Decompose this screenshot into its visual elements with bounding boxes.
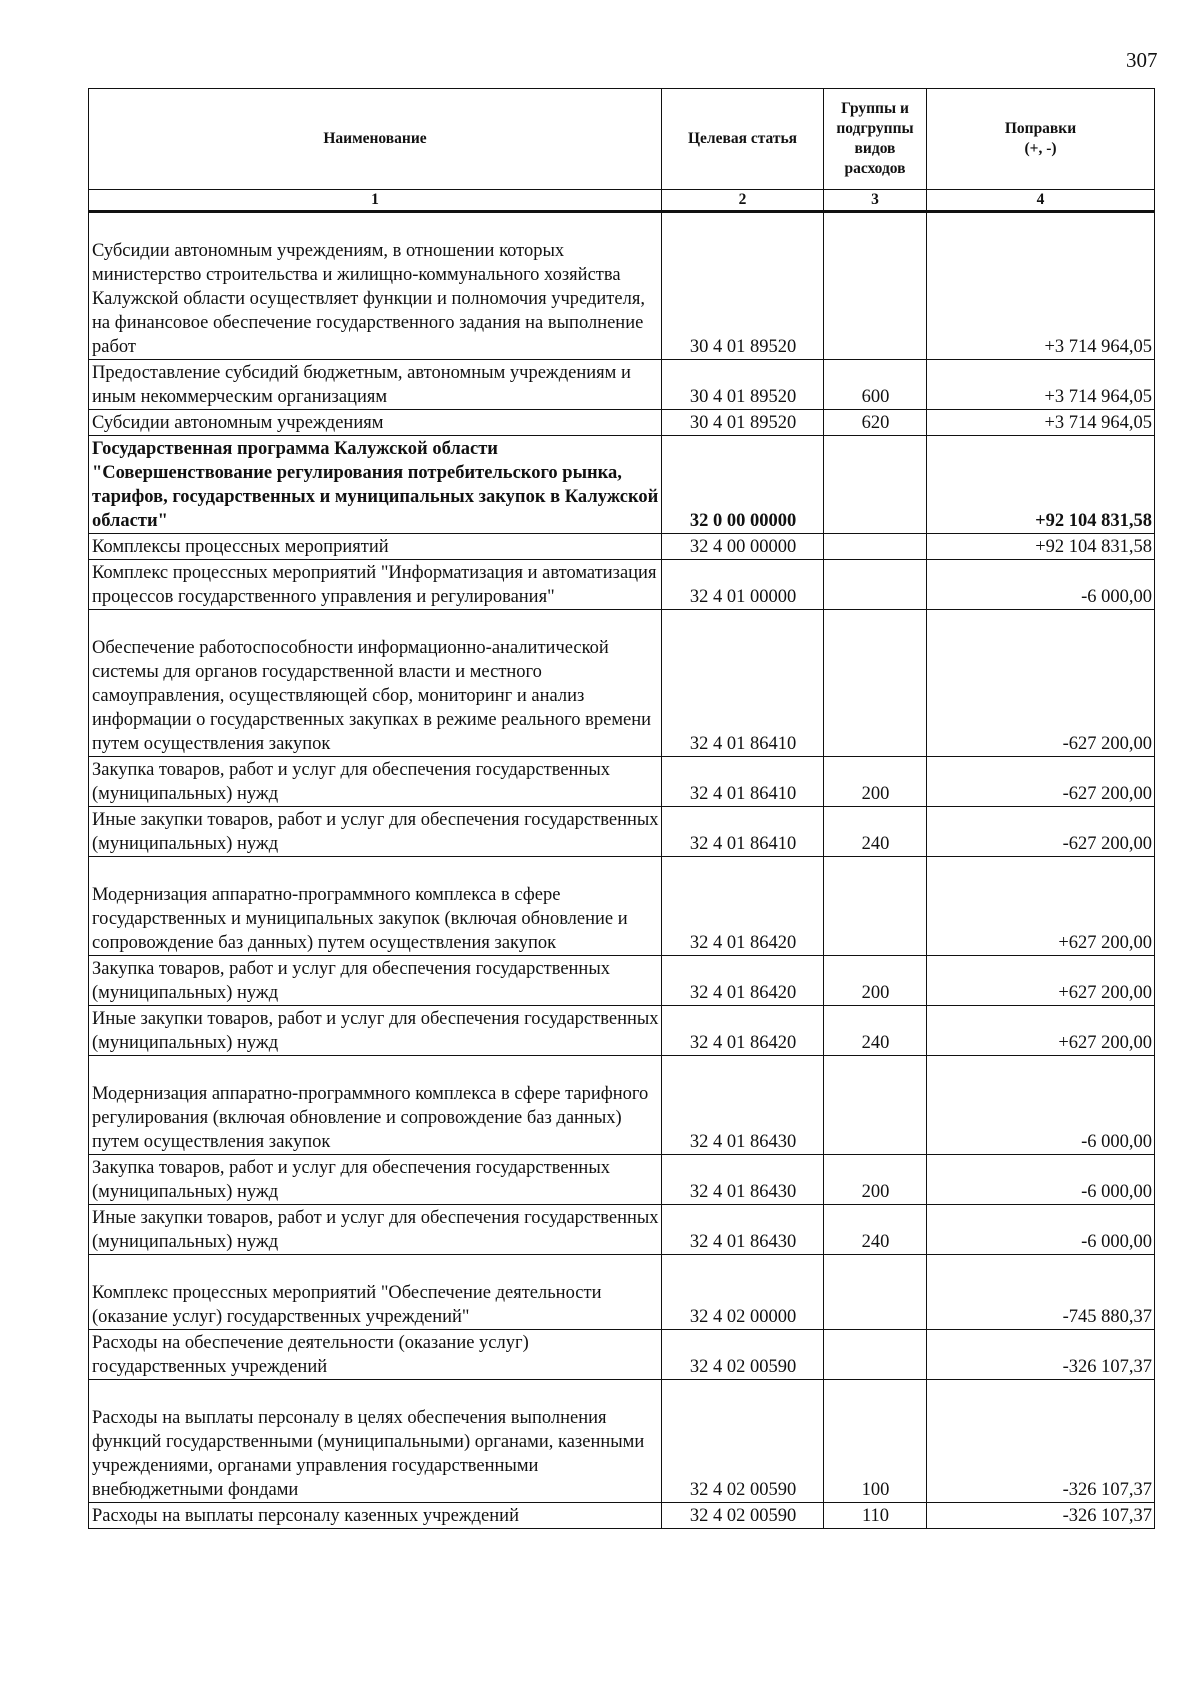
row-name: Комплексы процессных мероприятий [89,534,662,560]
row-target-code: 32 4 00 00000 [662,534,824,560]
row-target-code: 32 4 01 86420 [662,1006,824,1056]
table-row [89,857,1155,956]
row-name: Комплекс процессных мероприятий "Информатизация и автоматизация процессов государственного управления и регулирования" [89,560,662,610]
row-amount: -326 107,37 [927,1503,1155,1529]
row-amount: +3 714 964,05 [927,212,1155,360]
row-target-code: 32 4 01 86420 [662,857,824,956]
row-name: Расходы на выплаты персоналу в целях обеспечения выполнения функций государственными (муниципальными) органами, казенными учреждениями, органами управления государственными внебюджетными фондами [89,1380,662,1503]
row-amount: -627 200,00 [927,807,1155,857]
table-row [89,212,1155,360]
budget-amendments-table [88,88,1155,1529]
row-group-code: 600 [824,360,927,410]
row-amount: +3 714 964,05 [927,410,1155,436]
row-name: Модернизация аппаратно-программного комплекса в сфере государственных и муниципальных закупок (включая обновление и сопровождение баз данных) путем осуществления закупок [89,857,662,956]
row-target-code: 32 4 02 00000 [662,1255,824,1330]
row-name: Субсидии автономным учреждениям [89,410,662,436]
row-amount: -6 000,00 [927,1155,1155,1205]
row-group-code [824,1255,927,1330]
row-target-code: 32 4 01 86420 [662,956,824,1006]
row-amount: -745 880,37 [927,1255,1155,1330]
row-target-code: 30 4 01 89520 [662,410,824,436]
table-row [89,1255,1155,1330]
row-amount: +627 200,00 [927,1006,1155,1056]
row-target-code: 32 4 01 00000 [662,560,824,610]
row-target-code: 32 4 02 00590 [662,1503,824,1529]
row-group-code: 110 [824,1503,927,1529]
header-row [89,89,1155,190]
table-row [89,807,1155,857]
table-row [89,1380,1155,1503]
row-amount: +3 714 964,05 [927,360,1155,410]
row-name: Субсидии автономным учреждениям, в отношении которых министерство строительства и жилищно-коммунального хозяйства Калужской области осуществляет функции и полномочия учредителя, на финансовое обеспечение государственного задания на выполнение работ [89,212,662,360]
table-row [89,956,1155,1006]
row-name: Иные закупки товаров, работ и услуг для обеспечения государственных (муниципальных) нужд [89,1006,662,1056]
row-amount: -6 000,00 [927,1056,1155,1155]
row-target-code: 32 4 01 86430 [662,1155,824,1205]
header-amendments-sign: (+, -) [1024,140,1057,157]
row-group-code: 200 [824,757,927,807]
row-group-code [824,436,927,534]
row-group-code: 240 [824,807,927,857]
row-group-code [824,1056,927,1155]
row-name: Иные закупки товаров, работ и услуг для обеспечения государственных (муниципальных) нужд [89,807,662,857]
row-amount: -326 107,37 [927,1330,1155,1380]
header-name: Наименование [89,89,662,190]
row-name: Государственная программа Калужской области "Совершенствование регулирования потребительского рынка, тарифов, государственных и муниципальных закупок в Калужской области" [89,436,662,534]
column-number-2: 2 [662,190,824,212]
row-amount: +627 200,00 [927,857,1155,956]
row-amount: -326 107,37 [927,1380,1155,1503]
row-name: Закупка товаров, работ и услуг для обеспечения государственных (муниципальных) нужд [89,1155,662,1205]
row-name: Расходы на обеспечение деятельности (оказание услуг) государственных учреждений [89,1330,662,1380]
row-name: Обеспечение работоспособности информационно-аналитической системы для органов государственной власти и местного самоуправления, осуществляющей сбор, мониторинг и анализ информации о государственных закупках в режиме реального времени путем осуществления закупок [89,610,662,757]
table-row [89,1503,1155,1529]
table-row [89,1330,1155,1380]
header-target-article: Целевая статья [662,89,824,190]
row-group-code: 240 [824,1205,927,1255]
row-group-code [824,857,927,956]
row-target-code: 32 4 02 00590 [662,1330,824,1380]
table-row [89,610,1155,757]
row-amount: +627 200,00 [927,956,1155,1006]
header-amendments [927,89,1155,190]
column-number-row [89,190,1155,212]
row-group-code: 200 [824,956,927,1006]
header-amendments-label: Поправки [1004,120,1077,137]
page-number: 307 [1126,48,1158,72]
row-group-code [824,1330,927,1380]
table-row [89,410,1155,436]
row-group-code [824,610,927,757]
column-number-3: 3 [824,190,927,212]
row-group-code: 200 [824,1155,927,1205]
row-target-code: 32 4 01 86410 [662,610,824,757]
row-group-code [824,212,927,360]
row-name: Модернизация аппаратно-программного комплекса в сфере тарифного регулирования (включая обновление и сопровождение баз данных) путем осуществления закупок [89,1056,662,1155]
row-group-code: 620 [824,410,927,436]
row-target-code: 32 4 01 86410 [662,757,824,807]
row-amount: +92 104 831,58 [927,534,1155,560]
table-row-program [89,436,1155,534]
table-row [89,1155,1155,1205]
row-target-code: 32 4 01 86430 [662,1205,824,1255]
row-amount: -6 000,00 [927,1205,1155,1255]
table-row [89,560,1155,610]
row-target-code: 32 4 01 86430 [662,1056,824,1155]
table-row [89,757,1155,807]
row-name: Расходы на выплаты персоналу казенных учреждений [89,1503,662,1529]
row-target-code: 30 4 01 89520 [662,212,824,360]
row-amount: -6 000,00 [927,560,1155,610]
row-target-code: 32 4 01 86410 [662,807,824,857]
column-number-4: 4 [927,190,1155,212]
row-name: Предоставление субсидий бюджетным, автономным учреждениям и иным некоммерческим организациям [89,360,662,410]
row-name: Закупка товаров, работ и услуг для обеспечения государственных (муниципальных) нужд [89,956,662,1006]
row-amount: +92 104 831,58 [927,436,1155,534]
row-target-code: 32 0 00 00000 [662,436,824,534]
row-name: Комплекс процессных мероприятий "Обеспечение деятельности (оказание услуг) государственных учреждений" [89,1255,662,1330]
row-group-code [824,534,927,560]
table-row [89,1205,1155,1255]
table-row [89,1056,1155,1155]
row-amount: -627 200,00 [927,757,1155,807]
table-row [89,1006,1155,1056]
row-name: Иные закупки товаров, работ и услуг для обеспечения государственных (муниципальных) нужд [89,1205,662,1255]
row-target-code: 30 4 01 89520 [662,360,824,410]
row-group-code [824,560,927,610]
table-row [89,360,1155,410]
table-row [89,534,1155,560]
row-amount: -627 200,00 [927,610,1155,757]
row-group-code: 100 [824,1380,927,1503]
header-expense-groups: Группы и подгруппы видов расходов [824,89,927,190]
row-group-code: 240 [824,1006,927,1056]
table-body [89,212,1155,1529]
row-target-code: 32 4 02 00590 [662,1380,824,1503]
column-number-1: 1 [89,190,662,212]
row-name: Закупка товаров, работ и услуг для обеспечения государственных (муниципальных) нужд [89,757,662,807]
